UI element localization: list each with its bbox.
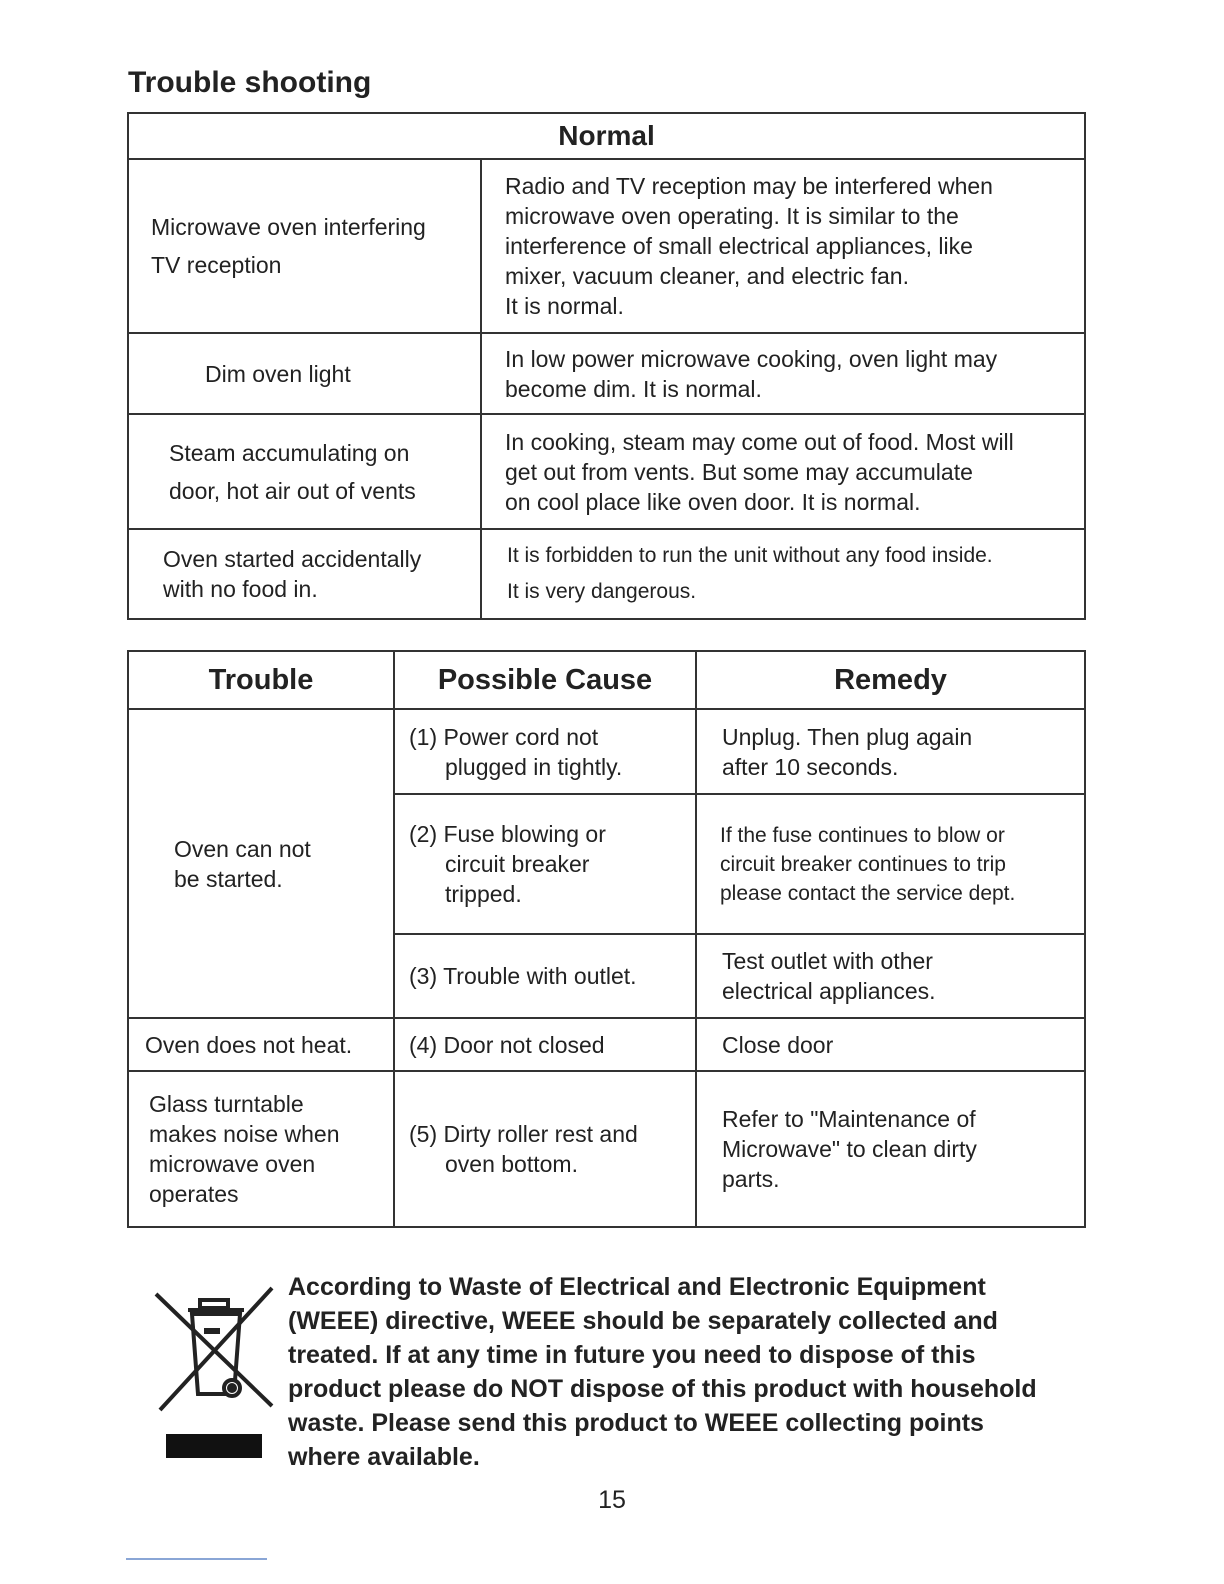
normal-row: [128, 529, 1085, 619]
normal-row: [128, 333, 1085, 414]
cause-header: Possible Cause: [394, 651, 696, 709]
page-title: Trouble shooting: [128, 66, 372, 99]
normal-explanation-text: In cooking, steam may come out of food. Most will get out from vents. But some may accumulate on cool place like oven door. It is normal.: [505, 428, 1014, 515]
trouble-text: Oven can not be started.: [174, 835, 311, 892]
cause-text: (4) Door not closed: [409, 1031, 605, 1058]
cause-text-continued: oven bottom.: [445, 1151, 578, 1177]
normal-row: [128, 414, 1085, 529]
normal-issue-text: Steam accumulating on door, hot air out of vents: [169, 439, 416, 504]
remedy-text: Refer to "Maintenance of Microwave" to clean dirty parts.: [722, 1106, 977, 1192]
normal-issue-cell: [128, 414, 481, 529]
cause-text: (5) Dirty roller rest and: [409, 1121, 638, 1147]
normal-explanation-cell: [481, 414, 1085, 529]
normal-issue-cell: [128, 529, 481, 619]
remedy-text: If the fuse continues to blow or circuit breaker continues to trip please contact the service dept.: [720, 823, 1016, 905]
remedy-text: Close door: [722, 1031, 834, 1058]
normal-row: [128, 159, 1085, 333]
cause-text-continued: circuit breaker tripped.: [445, 851, 590, 907]
weee-crossed-bin-icon: [152, 1284, 276, 1462]
cause-text: (2) Fuse blowing or: [409, 821, 606, 847]
cause-cell: [394, 934, 696, 1018]
trouble-row: [128, 1071, 1085, 1227]
cause-cell: [394, 1018, 696, 1071]
cause-text: (1) Power cord not: [409, 723, 599, 750]
trouble-row: [128, 709, 1085, 794]
remedy-header: Remedy: [696, 651, 1085, 709]
trouble-cell: [128, 1018, 394, 1071]
cause-cell: [394, 1071, 696, 1227]
normal-explanation-text: In low power microwave cooking, oven light may become dim. It is normal.: [505, 345, 998, 402]
normal-issue-text: Microwave oven interfering TV reception: [151, 214, 426, 278]
normal-explanation-cell: [481, 333, 1085, 414]
normal-table: [127, 112, 1086, 620]
remedy-text: Unplug. Then plug again after 10 seconds.: [722, 723, 973, 780]
trouble-row: [128, 1018, 1085, 1071]
cause-text-continued: plugged in tightly.: [445, 753, 623, 780]
page-number: 15: [598, 1486, 626, 1514]
remedy-cell: [696, 1018, 1085, 1071]
trouble-cell: [128, 1071, 394, 1227]
remedy-cell: [696, 794, 1085, 934]
normal-issue-text: Dim oven light: [205, 360, 351, 387]
remedy-cell: [696, 709, 1085, 794]
normal-explanation-text: Radio and TV reception may be interfered when microwave oven operating. It is similar to the interference of small electrical appliances, like mixer, vacuum cleaner, and electric fan. It is normal.: [505, 173, 993, 319]
remedy-cell: [696, 1071, 1085, 1227]
trouble-table: [127, 650, 1086, 1228]
normal-issue-text: Oven started accidentally with no food in.: [163, 546, 422, 602]
normal-header: Normal: [128, 113, 1085, 159]
cause-cell: [394, 709, 696, 794]
trouble-header: Trouble: [128, 651, 394, 709]
normal-issue-cell: [128, 333, 481, 414]
normal-explanation-cell: [481, 529, 1085, 619]
cause-text: (3) Trouble with outlet.: [409, 963, 637, 989]
cause-cell: [394, 794, 696, 934]
normal-issue-cell: [128, 159, 481, 333]
trouble-text: Glass turntable makes noise when microwave oven operates: [149, 1091, 340, 1207]
footer-rule: [126, 1558, 267, 1560]
remedy-text: Test outlet with other electrical appliances.: [722, 948, 936, 1004]
normal-explanation-text: It is forbidden to run the unit without any food inside. It is very dangerous.: [507, 544, 993, 603]
trouble-text: Oven does not heat.: [145, 1031, 353, 1058]
normal-explanation-cell: [481, 159, 1085, 333]
remedy-cell: [696, 934, 1085, 1018]
weee-notice: According to Waste of Electrical and Electronic Equipment (WEEE) directive, WEEE should be separately collected and treated. If at any time in future you need to dispose of this product please do NOT dispose of this product with household waste. Please send this product to WEEE collecting points where available.: [288, 1273, 1037, 1471]
trouble-cell: [128, 709, 394, 1018]
